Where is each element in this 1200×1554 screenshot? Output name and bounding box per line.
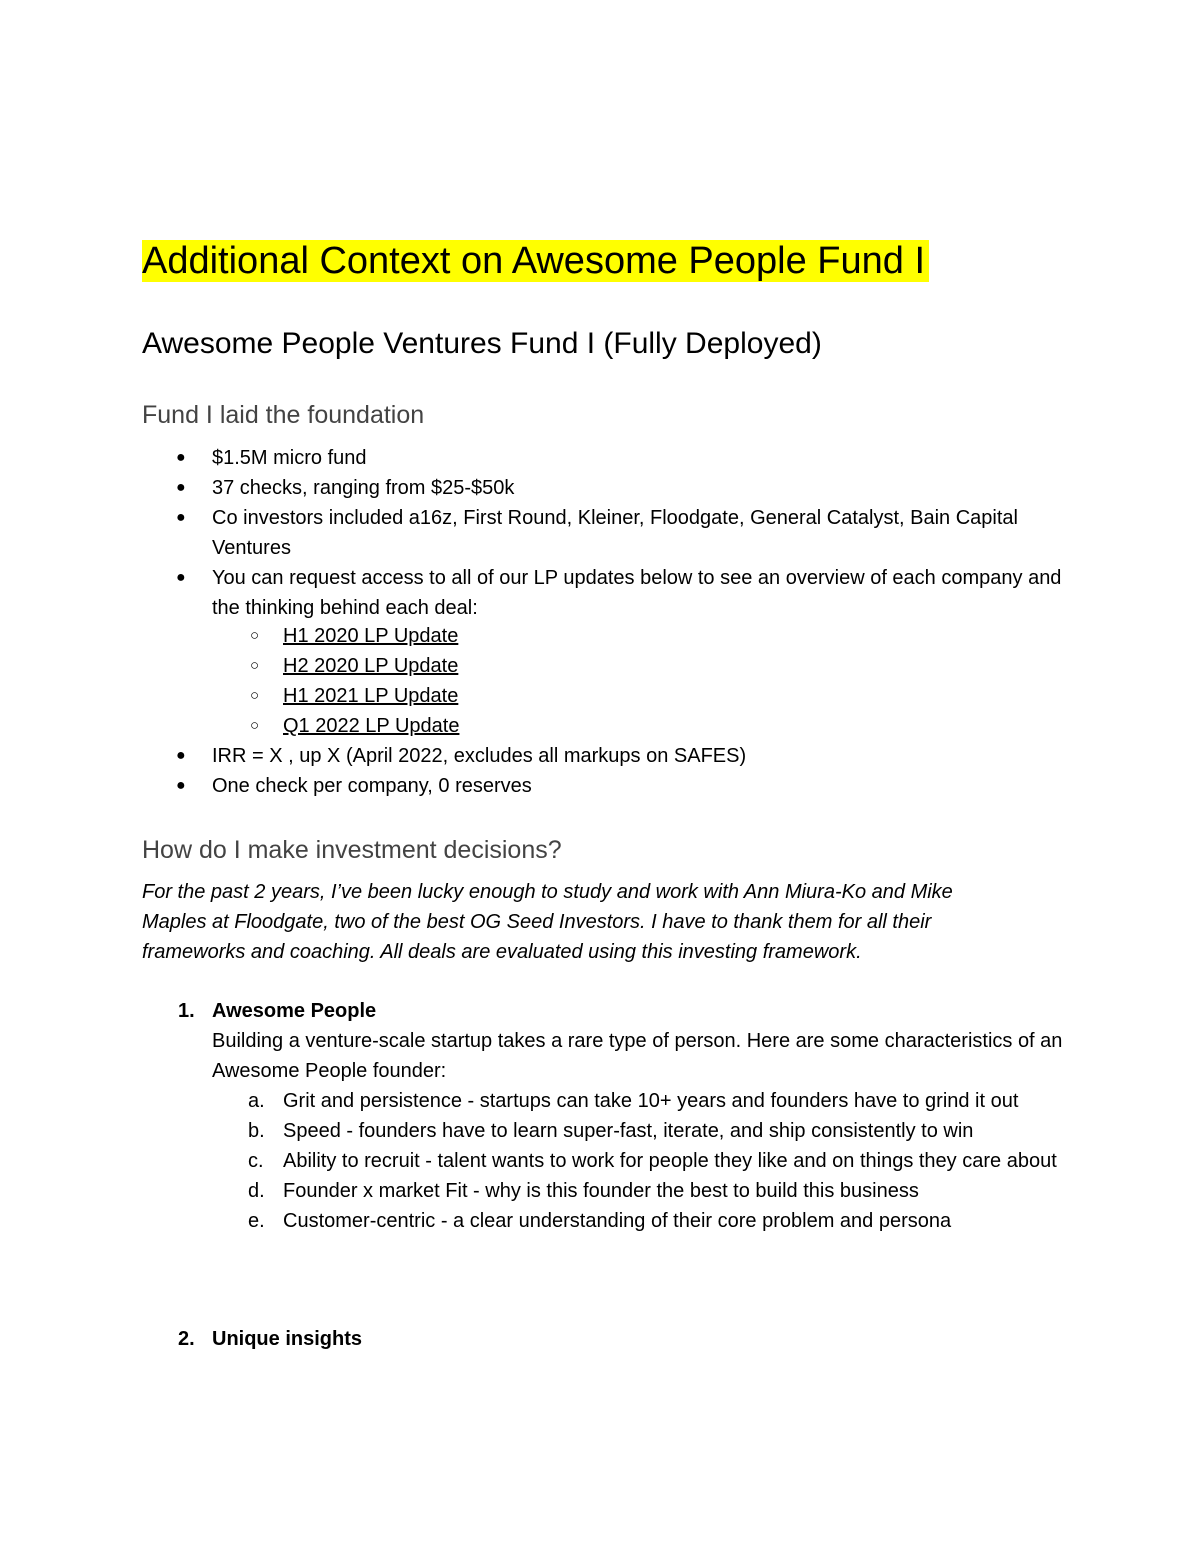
- document-title: [142, 238, 929, 284]
- lp-update-link-h2-2020[interactable]: H2 2020 LP Update: [283, 655, 459, 677]
- list-item: ● You can request access to all of our LP updates below to see an overview of each company and the thinking behind each deal:: [142, 563, 1072, 623]
- list-item: ● $1.5M micro fund: [142, 443, 1072, 473]
- list-item: a. Grit and persistence - startups can take 10+ years and founders have to grind it out: [248, 1090, 1019, 1112]
- lp-update-link-q1-2022[interactable]: Q1 2022 LP Update: [283, 715, 460, 737]
- list-item: c. Ability to recruit - talent wants to work for people they like and on things they care about: [248, 1150, 1057, 1172]
- bullet-icon: ●: [176, 449, 186, 466]
- list-item: [142, 651, 1072, 681]
- list-item: e. Customer-centric - a clear understanding of their core problem and persona: [248, 1210, 952, 1232]
- circle-bullet-icon: ○: [250, 687, 260, 704]
- fund-subtitle: Awesome People Ventures Fund I (Fully Deployed): [142, 327, 822, 360]
- item-title: Unique insights: [212, 1328, 362, 1350]
- framework-list-continued: [142, 1324, 1072, 1354]
- list-item: [142, 681, 1072, 711]
- list-item: ● IRR = X , up X (April 2022, excludes all markups on SAFES): [142, 741, 1072, 771]
- bullet-icon: ●: [176, 509, 186, 526]
- list-item: b. Speed - founders have to learn super-fast, iterate, and ship consistently to win: [248, 1120, 974, 1142]
- circle-bullet-icon: ○: [250, 657, 260, 674]
- circle-bullet-icon: ○: [250, 627, 260, 644]
- lp-update-link-h1-2020[interactable]: H1 2020 LP Update: [283, 625, 459, 647]
- lp-update-links-list: [142, 621, 1072, 741]
- list-item: ● 37 checks, ranging from $25-$50k: [142, 473, 1072, 503]
- awesome-people-description: Building a venture-scale startup takes a rare type of person. Here are some characteristics of an Awesome People founder:: [212, 1030, 1063, 1082]
- framework-intro-paragraph: For the past 2 years, I’ve been lucky enough to study and work with Ann Miura-Ko and Mike Maples at Floodgate, two of the best OG Seed Investors. I have to thank them for all their frameworks and coaching. All deals are evaluated using this investing framework.: [142, 881, 953, 963]
- list-item: ● One check per company, 0 reserves: [142, 771, 1072, 801]
- list-item: [142, 1324, 1072, 1354]
- item-number: 2.: [178, 1328, 195, 1350]
- founder-characteristics-list: [142, 1086, 1072, 1236]
- bullet-icon: ●: [176, 747, 186, 764]
- list-item: [142, 711, 1072, 741]
- lp-update-link-h1-2021[interactable]: H1 2021 LP Update: [283, 685, 459, 707]
- bullet-icon: ●: [176, 569, 186, 586]
- fund-facts-list: [142, 443, 1072, 623]
- bullet-icon: ●: [176, 777, 186, 794]
- framework-list: [142, 996, 1072, 1026]
- fund-stats-list: [142, 741, 1072, 801]
- highlighted-title-text: Additional Context on Awesome People Fund I: [142, 240, 929, 282]
- list-item: ● Co investors included a16z, First Round, Kleiner, Floodgate, General Catalyst, Bain Capital Ventures: [142, 503, 1072, 563]
- bullet-icon: ●: [176, 479, 186, 496]
- list-item: d. Founder x market Fit - why is this founder the best to build this business: [248, 1180, 919, 1202]
- item-number: 1.: [178, 1000, 195, 1022]
- circle-bullet-icon: ○: [250, 717, 260, 734]
- section-heading-decisions: How do I make investment decisions?: [142, 836, 562, 864]
- item-title: Awesome People: [212, 1000, 377, 1022]
- list-item: [142, 996, 1072, 1026]
- list-item: [142, 621, 1072, 651]
- section-heading-foundation: Fund I laid the foundation: [142, 401, 425, 429]
